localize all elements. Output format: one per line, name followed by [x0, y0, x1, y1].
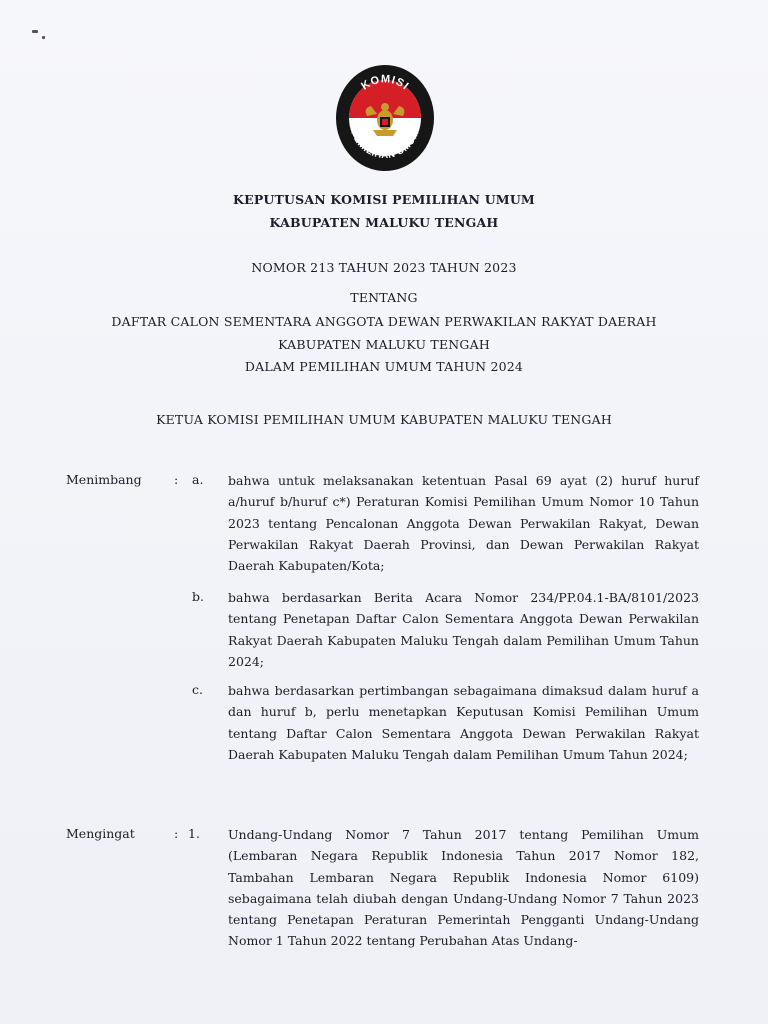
subject-line-1: DAFTAR CALON SEMENTARA ANGGOTA DEWAN PERWAKILAN RAKYAT DAERAH [111, 314, 657, 329]
menimbang-marker-b: b. [192, 589, 204, 604]
scan-speck [42, 36, 45, 39]
menimbang-item-a: bahwa untuk melaksanakan ketentuan Pasal 69 ayat (2) huruf huruf a/huruf b/huruf c*) Peraturan Komisi Pemilihan Umum Nomor 10 Tahun 2023 tentang Pencalonan Anggota Dewan Perwakilan Rakyat, Dewan Perwakilan Rakyat Daerah Provinsi, dan Dewan Perwakilan Rakyat Daerah Kabupaten/Kota; [228, 473, 699, 574]
title-line-1: KEPUTUSAN KOMISI PEMILIHAN UMUM [233, 192, 535, 207]
tentang-heading: TENTANG [350, 290, 418, 305]
subject-line-3: DALAM PEMILIHAN UMUM TAHUN 2024 [244, 359, 524, 374]
menimbang-label: Menimbang [66, 472, 142, 487]
scan-speck [32, 30, 38, 33]
menimbang-item-b: bahwa berdasarkan Berita Acara Nomor 234/PP.04.1-BA/8101/2023 tentang Penetapan Daftar Calon Sementara Anggota Dewan Perwakilan Rakyat Daerah Kabupaten Maluku Tengah dalam Pemilihan Umum Tahun 2024; [228, 590, 699, 669]
mengingat-label: Mengingat [66, 826, 135, 841]
menimbang-marker-a: a. [192, 472, 204, 487]
logo-bottom-text: PEMILIHAN UMUM [348, 128, 422, 162]
subject-line-2: KABUPATEN MALUKU TENGAH [278, 337, 490, 352]
menimbang-colon: : [174, 472, 179, 487]
decree-number: NOMOR 213 TAHUN 2023 TAHUN 2023 [251, 260, 517, 275]
issuer-heading: KETUA KOMISI PEMILIHAN UMUM KABUPATEN MALUKU TENGAH [156, 412, 612, 427]
title-line-2: KABUPATEN MALUKU TENGAH [269, 215, 499, 230]
kpu-emblem-icon [334, 62, 436, 174]
menimbang-item-c: bahwa berdasarkan pertimbangan sebagaimana dimaksud dalam huruf a dan huruf b, perlu menetapkan Keputusan Komisi Pemilihan Umum tentang Daftar Calon Sementara Anggota Dewan Perwakilan Rakyat Daerah Kabupaten Maluku Tengah dalam Pemilihan Umum Tahun 2024; [228, 683, 699, 762]
mengingat-marker-1: 1. [188, 826, 200, 841]
logo-top-text: KOMISI [359, 73, 412, 93]
kpu-logo [334, 62, 436, 174]
menimbang-marker-c: c. [192, 682, 203, 697]
mengingat-item-1: Undang-Undang Nomor 7 Tahun 2017 tentang Pemilihan Umum (Lembaran Negara Republik Indonesia Tahun 2017 Nomor 182, Tambahan Lembaran Negara Republik Indonesia Nomor 6109) sebagaimana telah diubah dengan Undang-Undang Nomor 7 Tahun 2023 tentang Penetapan Peraturan Pemerintah Pengganti Undang-Undang Nomor 1 Tahun 2022 tentang Perubahan Atas Undang- [228, 827, 699, 949]
mengingat-colon: : [174, 826, 179, 841]
